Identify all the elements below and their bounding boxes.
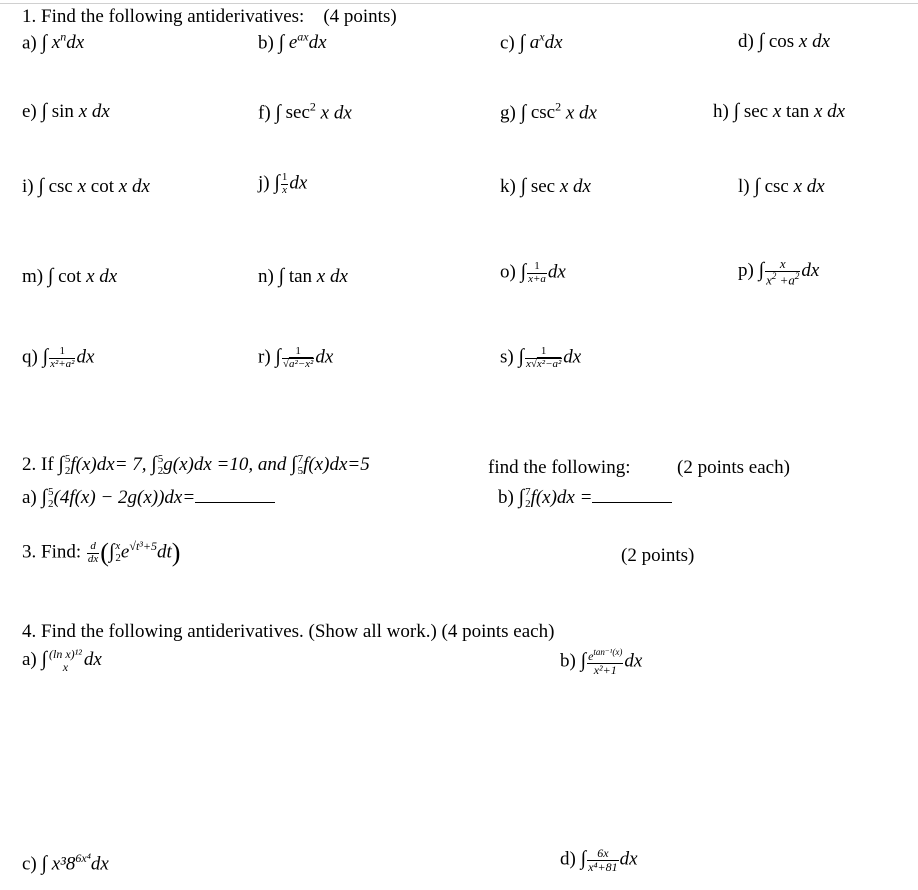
q1-item-e: e) ∫ sin x dx — [22, 100, 110, 122]
q2-points: (2 points each) — [677, 457, 790, 478]
q3-points: (2 points) — [621, 545, 695, 566]
part-exponent: 6x⁴ — [75, 851, 91, 865]
answer-blank-a[interactable] — [195, 488, 275, 503]
part-label: b) — [498, 487, 514, 508]
frac-num-exponent: tan⁻¹(x) — [593, 647, 623, 657]
frac-num: 6x — [597, 846, 609, 860]
item-label: e) — [22, 101, 37, 122]
lim-upper: 7 — [297, 453, 304, 466]
answer-blank-b[interactable] — [592, 488, 672, 503]
lim-upper: 7 — [525, 486, 531, 499]
lim-upper: 5 — [157, 453, 164, 466]
q2-given1: f(x)dx= 7, — [70, 454, 147, 475]
frac-den: x — [62, 659, 69, 674]
q3-expression: 3. Find: $\frac{d}{dx}$ (∫ x 2 $e^{√t^3+5}dt$) — [22, 538, 181, 567]
frac-den: x²+1 — [587, 663, 623, 677]
q1-item-m: m) ∫ cot x dx — [22, 265, 118, 287]
q1-item-c: c) ∫ $a^xdx$ — [500, 30, 563, 54]
q2-instruction: find the following: — [488, 457, 631, 478]
q1-item-f: f) ∫ $\sec^2 x$ dx — [258, 100, 352, 124]
item-label: h) — [713, 101, 729, 122]
item-label: g) — [500, 102, 516, 124]
q2-given: 2. If ∫ 5 2 f(x)dx= 7, ∫ 5 2 g(x)dx =10, and ∫ 7 5 f(x)dx=5 — [22, 453, 370, 477]
q3-dt: dt — [156, 541, 172, 563]
part-label: b) — [560, 650, 576, 672]
q1-points: (4 points) — [323, 6, 397, 27]
lim-upper: x — [115, 540, 121, 553]
part-label: d) — [560, 848, 576, 870]
lim-lower: 5 — [297, 464, 304, 477]
item-label: c) — [500, 32, 515, 54]
lim-lower: 2 — [525, 497, 531, 510]
q2-prefix: 2. If — [22, 454, 54, 475]
deriv-den: dx — [87, 552, 99, 565]
q1-heading — [22, 7, 397, 26]
part-label: c) — [22, 853, 37, 875]
q1-item-d: d) ∫ cos x dx — [738, 30, 831, 52]
q1-item-i: i) ∫ csc x cot x dx — [22, 175, 150, 197]
q2-part-a-expr: (4f(x) − 2g(x))dx= — [53, 487, 196, 508]
frac-den: x⁴+81 — [588, 859, 618, 874]
item-label: n) — [258, 266, 274, 287]
q1-item-b: b) ∫ $e^{ax}dx$ — [258, 30, 327, 54]
q1-item-o: o) ∫ $\frac{1}{x+a}$ dx — [500, 260, 566, 285]
item-label: o) — [500, 261, 516, 283]
lim-lower: 2 — [64, 464, 71, 477]
q4-part-d: d) ∫ $\frac{6x}{\text{x⁴+81}}$ dx — [560, 846, 638, 874]
q4-part-b: b) ∫ $\frac{e^{tan^{-1}(x)}}{\text{x²+1}}$ dx — [560, 647, 643, 677]
item-label: l) — [738, 176, 750, 197]
q1-item-q: q) ∫ $\frac{1}{\text{x²+a²}}$ dx — [22, 345, 95, 370]
q4-points: (4 points each) — [441, 621, 555, 642]
q1-item-h: h) ∫ sec x tan x dx — [713, 100, 846, 122]
part-label: a) — [22, 648, 37, 670]
item-label: r) — [258, 346, 271, 368]
lim-lower: 2 — [115, 552, 121, 564]
item-label: d) — [738, 31, 754, 52]
q1-heading-text: 1. Find the following antiderivatives: — [22, 6, 305, 27]
q2-part-a: a) ∫ 5 2 (4f(x) − 2g(x))dx= — [22, 487, 275, 510]
q2-part-b: b) ∫ 7 2 f(x)dx = — [498, 487, 672, 510]
part-dx: dx — [619, 848, 638, 870]
q1-item-g: g) ∫ $\csc^2 x$ dx — [500, 100, 597, 124]
q1-item-p: p) ∫ $\frac{x}{x^2 +a^2}$ dx — [738, 256, 820, 287]
q3-prefix: 3. Find: — [22, 541, 82, 563]
lim-upper: 5 — [64, 453, 71, 466]
item-label: p) — [738, 260, 754, 282]
item-label: a) — [22, 32, 37, 54]
q1-item-s: s) ∫ $\frac{1}{\text{x√x²−a²}}$ dx — [500, 345, 582, 370]
item-label: j) — [258, 172, 270, 194]
q1-item-k: k) ∫ sec x dx — [500, 175, 591, 197]
part-expr: x³8 — [51, 853, 76, 875]
item-label: m) — [22, 266, 44, 287]
item-label: q) — [22, 346, 38, 368]
part-dx: dx — [83, 648, 102, 670]
part-dx: dx — [90, 853, 109, 875]
item-label: i) — [22, 176, 34, 197]
q1-item-a: a) ∫ $x^ndx$ — [22, 30, 85, 54]
q2-given3: f(x)dx=5 — [303, 454, 370, 475]
q3-integrand: e — [120, 541, 130, 563]
q4-heading — [22, 622, 554, 641]
item-label: k) — [500, 176, 516, 197]
lim-lower: 2 — [48, 497, 54, 510]
lim-upper: 5 — [48, 486, 54, 499]
top-rule — [0, 3, 918, 4]
q1-item-j: j) ∫ $\frac{1}{x}$ dx — [258, 171, 308, 196]
item-label: b) — [258, 32, 274, 54]
q2-given2: g(x)dx =10, and — [163, 454, 287, 475]
q4-part-a: a) ∫ (ln x)¹² x dx — [22, 647, 102, 674]
frac-num: e — [588, 649, 594, 663]
q1-item-n: n) ∫ tan x dx — [258, 265, 348, 287]
deriv-num: d — [90, 539, 96, 552]
q1-item-r: r) ∫ $\frac{1}{\text{√a²−x²}}$ dx — [258, 345, 334, 370]
q2-part-b-expr: f(x)dx = — [530, 487, 593, 508]
q4-heading-text: 4. Find the following antiderivatives. (Show all work.) — [22, 621, 437, 642]
item-label: s) — [500, 346, 514, 368]
item-label: f) — [258, 102, 271, 124]
q3-exponent: √t³+5 — [129, 539, 157, 554]
part-label: a) — [22, 487, 37, 508]
q4-part-c: c) ∫ $x^38^{6x^4}dx$ — [22, 851, 109, 875]
lim-lower: 2 — [157, 464, 164, 477]
q1-item-l: l) ∫ csc x dx — [738, 175, 825, 197]
part-dx: dx — [624, 650, 643, 672]
frac-num: (ln x)¹² — [49, 647, 82, 661]
